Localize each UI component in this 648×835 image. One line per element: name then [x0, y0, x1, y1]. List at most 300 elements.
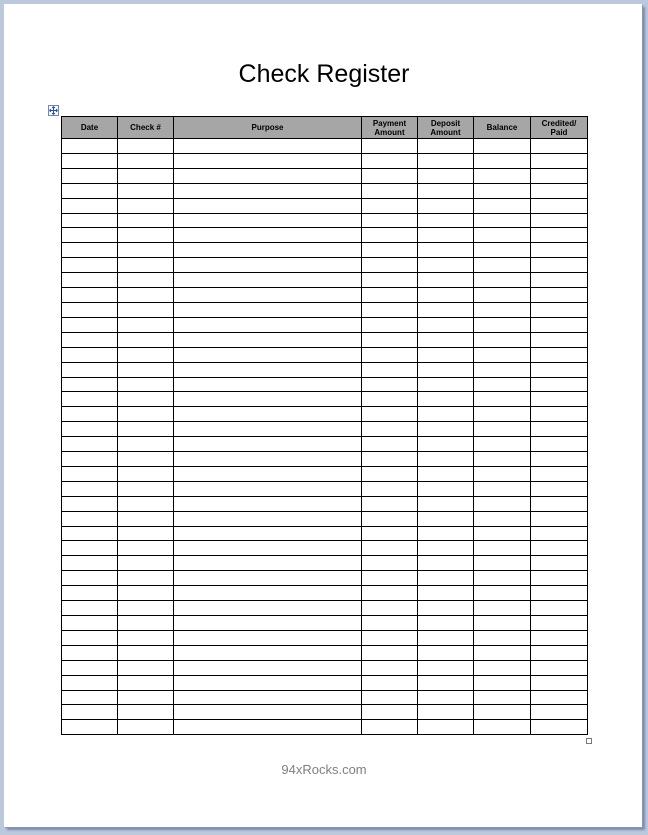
table-cell[interactable] [418, 630, 474, 645]
table-resize-handle-icon[interactable] [586, 738, 592, 744]
table-cell[interactable] [362, 153, 418, 168]
table-cell[interactable] [531, 288, 588, 303]
table-cell[interactable] [531, 228, 588, 243]
table-cell[interactable] [531, 302, 588, 317]
table-cell[interactable] [362, 466, 418, 481]
table-cell[interactable] [531, 273, 588, 288]
table-cell[interactable] [474, 198, 531, 213]
table-cell[interactable] [531, 213, 588, 228]
table-cell[interactable] [118, 362, 174, 377]
table-cell[interactable] [118, 720, 174, 735]
table-cell[interactable] [62, 243, 118, 258]
table-cell[interactable] [62, 690, 118, 705]
table-cell[interactable] [118, 139, 174, 154]
table-cell[interactable] [418, 377, 474, 392]
table-cell[interactable] [62, 332, 118, 347]
table-cell[interactable] [118, 630, 174, 645]
table-cell[interactable] [62, 168, 118, 183]
table-cell[interactable] [418, 526, 474, 541]
table-cell[interactable] [362, 422, 418, 437]
table-cell[interactable] [531, 452, 588, 467]
table-cell[interactable] [418, 198, 474, 213]
table-cell[interactable] [174, 452, 362, 467]
table-cell[interactable] [474, 213, 531, 228]
table-cell[interactable] [118, 511, 174, 526]
table-cell[interactable] [474, 437, 531, 452]
table-cell[interactable] [474, 258, 531, 273]
table-cell[interactable] [62, 288, 118, 303]
table-body [62, 139, 588, 735]
table-cell[interactable] [418, 452, 474, 467]
table-cell[interactable] [418, 407, 474, 422]
table-cell[interactable] [174, 601, 362, 616]
table-cell[interactable] [362, 213, 418, 228]
table-cell[interactable] [474, 273, 531, 288]
table-cell[interactable] [531, 139, 588, 154]
table-cell[interactable] [362, 437, 418, 452]
table-cell[interactable] [174, 660, 362, 675]
table-cell[interactable] [118, 645, 174, 660]
table-cell[interactable] [62, 720, 118, 735]
table-cell[interactable] [118, 481, 174, 496]
table-cell[interactable] [418, 675, 474, 690]
column-header-check-number: Check # [118, 117, 174, 139]
table-cell[interactable] [118, 198, 174, 213]
table-cell[interactable] [118, 213, 174, 228]
table-cell[interactable] [118, 690, 174, 705]
table-cell[interactable] [118, 332, 174, 347]
table-cell[interactable] [62, 139, 118, 154]
table-cell[interactable] [62, 317, 118, 332]
table-cell[interactable] [174, 228, 362, 243]
table-cell[interactable] [118, 437, 174, 452]
table-cell[interactable] [62, 675, 118, 690]
table-cell[interactable] [418, 332, 474, 347]
table-cell[interactable] [531, 511, 588, 526]
table-cell[interactable] [62, 645, 118, 660]
table-cell[interactable] [174, 616, 362, 631]
table-header-row [62, 117, 588, 139]
table-cell[interactable] [531, 630, 588, 645]
table-cell[interactable] [174, 392, 362, 407]
table-cell[interactable] [62, 362, 118, 377]
table-cell[interactable] [62, 347, 118, 362]
table-cell[interactable] [118, 302, 174, 317]
table-cell[interactable] [474, 288, 531, 303]
table-cell[interactable] [474, 675, 531, 690]
table-cell[interactable] [62, 377, 118, 392]
table-cell[interactable] [418, 690, 474, 705]
table-cell[interactable] [62, 601, 118, 616]
table-cell[interactable] [418, 168, 474, 183]
table-cell[interactable] [62, 481, 118, 496]
table-cell[interactable] [418, 511, 474, 526]
table-cell[interactable] [118, 228, 174, 243]
table-row [62, 571, 588, 586]
table-cell[interactable] [474, 317, 531, 332]
table-cell[interactable] [418, 556, 474, 571]
table-cell[interactable] [531, 705, 588, 720]
table-cell[interactable] [174, 243, 362, 258]
table-cell[interactable] [174, 362, 362, 377]
table-cell[interactable] [174, 675, 362, 690]
table-cell[interactable] [531, 690, 588, 705]
table-cell[interactable] [362, 407, 418, 422]
table-cell[interactable] [362, 601, 418, 616]
table-cell[interactable] [362, 705, 418, 720]
table-cell[interactable] [174, 153, 362, 168]
table-cell[interactable] [362, 660, 418, 675]
table-cell[interactable] [531, 556, 588, 571]
table-cell[interactable] [174, 258, 362, 273]
table-cell[interactable] [362, 302, 418, 317]
table-move-handle-icon[interactable] [48, 105, 59, 116]
table-cell[interactable] [418, 586, 474, 601]
table-cell[interactable] [474, 571, 531, 586]
table-cell[interactable] [174, 213, 362, 228]
table-row [62, 198, 588, 213]
table-cell[interactable] [362, 496, 418, 511]
table-cell[interactable] [474, 720, 531, 735]
table-cell[interactable] [418, 541, 474, 556]
table-cell[interactable] [474, 630, 531, 645]
table-cell[interactable] [418, 422, 474, 437]
table-cell[interactable] [62, 153, 118, 168]
table-cell[interactable] [531, 437, 588, 452]
table-cell[interactable] [62, 630, 118, 645]
check-register-table [61, 116, 588, 735]
table-cell[interactable] [418, 183, 474, 198]
table-cell[interactable] [118, 347, 174, 362]
table-cell[interactable] [174, 511, 362, 526]
table-cell[interactable] [174, 720, 362, 735]
table-cell[interactable] [62, 466, 118, 481]
table-cell[interactable] [362, 273, 418, 288]
table-cell[interactable] [174, 407, 362, 422]
table-cell[interactable] [362, 168, 418, 183]
table-cell[interactable] [474, 452, 531, 467]
table-row [62, 452, 588, 467]
table-cell[interactable] [362, 571, 418, 586]
table-cell[interactable] [474, 511, 531, 526]
table-cell[interactable] [362, 616, 418, 631]
table-cell[interactable] [62, 198, 118, 213]
table-cell[interactable] [418, 347, 474, 362]
table-cell[interactable] [362, 288, 418, 303]
table-cell[interactable] [362, 243, 418, 258]
table-cell[interactable] [474, 392, 531, 407]
table-cell[interactable] [118, 556, 174, 571]
table-cell[interactable] [118, 496, 174, 511]
table-cell[interactable] [174, 183, 362, 198]
table-row [62, 228, 588, 243]
table-cell[interactable] [362, 690, 418, 705]
table-cell[interactable] [118, 243, 174, 258]
table-cell[interactable] [118, 183, 174, 198]
table-cell[interactable] [174, 273, 362, 288]
table-cell[interactable] [418, 317, 474, 332]
table-cell[interactable] [62, 258, 118, 273]
table-cell[interactable] [362, 526, 418, 541]
table-cell[interactable] [362, 198, 418, 213]
table-cell[interactable] [62, 302, 118, 317]
table-cell[interactable] [418, 481, 474, 496]
table-cell[interactable] [474, 466, 531, 481]
table-cell[interactable] [531, 168, 588, 183]
table-cell[interactable] [531, 660, 588, 675]
table-cell[interactable] [531, 675, 588, 690]
table-cell[interactable] [474, 705, 531, 720]
table-cell[interactable] [174, 302, 362, 317]
table-cell[interactable] [118, 168, 174, 183]
table-cell[interactable] [474, 645, 531, 660]
table-cell[interactable] [118, 422, 174, 437]
table-cell[interactable] [474, 690, 531, 705]
table-cell[interactable] [62, 437, 118, 452]
table-cell[interactable] [474, 332, 531, 347]
table-cell[interactable] [174, 317, 362, 332]
table-cell[interactable] [474, 377, 531, 392]
table-cell[interactable] [174, 526, 362, 541]
table-cell[interactable] [62, 526, 118, 541]
table-cell[interactable] [474, 556, 531, 571]
table-cell[interactable] [362, 347, 418, 362]
table-cell[interactable] [174, 437, 362, 452]
table-cell[interactable] [174, 481, 362, 496]
table-cell[interactable] [474, 243, 531, 258]
table-cell[interactable] [474, 228, 531, 243]
table-cell[interactable] [174, 198, 362, 213]
table-cell[interactable] [531, 332, 588, 347]
table-cell[interactable] [174, 586, 362, 601]
table-cell[interactable] [362, 392, 418, 407]
table-cell[interactable] [118, 377, 174, 392]
table-cell[interactable] [118, 258, 174, 273]
table-cell[interactable] [362, 228, 418, 243]
table-cell[interactable] [418, 392, 474, 407]
table-cell[interactable] [362, 183, 418, 198]
table-cell[interactable] [531, 616, 588, 631]
table-cell[interactable] [174, 288, 362, 303]
table-cell[interactable] [531, 258, 588, 273]
table-cell[interactable] [62, 571, 118, 586]
table-cell[interactable] [474, 407, 531, 422]
table-cell[interactable] [362, 258, 418, 273]
column-header-credited-paid: Credited/ Paid [531, 117, 588, 139]
table-cell[interactable] [174, 466, 362, 481]
table-row [62, 139, 588, 154]
table-cell[interactable] [418, 601, 474, 616]
table-cell[interactable] [362, 630, 418, 645]
table-row [62, 258, 588, 273]
table-cell[interactable] [118, 541, 174, 556]
table-cell[interactable] [174, 645, 362, 660]
table-cell[interactable] [174, 347, 362, 362]
table-cell[interactable] [118, 586, 174, 601]
table-cell[interactable] [418, 720, 474, 735]
table-cell[interactable] [118, 153, 174, 168]
table-cell[interactable] [418, 437, 474, 452]
table-cell[interactable] [118, 705, 174, 720]
table-cell[interactable] [531, 645, 588, 660]
table-cell[interactable] [362, 332, 418, 347]
table-cell[interactable] [118, 392, 174, 407]
table-cell[interactable] [531, 347, 588, 362]
table-cell[interactable] [62, 228, 118, 243]
table-cell[interactable] [531, 586, 588, 601]
table-cell[interactable] [174, 541, 362, 556]
table-cell[interactable] [531, 571, 588, 586]
table-cell[interactable] [118, 466, 174, 481]
table-cell[interactable] [362, 720, 418, 735]
table-cell[interactable] [62, 496, 118, 511]
table-cell[interactable] [418, 273, 474, 288]
table-cell[interactable] [474, 526, 531, 541]
table-cell[interactable] [474, 481, 531, 496]
table-cell[interactable] [62, 452, 118, 467]
table-cell[interactable] [62, 183, 118, 198]
table-cell[interactable] [418, 153, 474, 168]
table-cell[interactable] [62, 541, 118, 556]
table-cell[interactable] [418, 288, 474, 303]
table-cell[interactable] [362, 586, 418, 601]
table-cell[interactable] [362, 452, 418, 467]
table-cell[interactable] [474, 153, 531, 168]
table-cell[interactable] [531, 317, 588, 332]
table-cell[interactable] [474, 616, 531, 631]
table-cell[interactable] [118, 407, 174, 422]
table-cell[interactable] [418, 258, 474, 273]
table-cell[interactable] [418, 616, 474, 631]
table-cell[interactable] [418, 496, 474, 511]
table-cell[interactable] [474, 362, 531, 377]
table-cell[interactable] [62, 422, 118, 437]
table-cell[interactable] [118, 571, 174, 586]
table-cell[interactable] [531, 720, 588, 735]
table-cell[interactable] [418, 660, 474, 675]
table-cell[interactable] [531, 392, 588, 407]
table-row [62, 332, 588, 347]
table-cell[interactable] [418, 705, 474, 720]
table-cell[interactable] [62, 392, 118, 407]
table-cell[interactable] [531, 407, 588, 422]
table-cell[interactable] [174, 168, 362, 183]
table-cell[interactable] [474, 601, 531, 616]
table-cell[interactable] [474, 183, 531, 198]
table-cell[interactable] [118, 660, 174, 675]
table-cell[interactable] [174, 377, 362, 392]
table-cell[interactable] [531, 466, 588, 481]
table-cell[interactable] [418, 362, 474, 377]
table-cell[interactable] [118, 601, 174, 616]
table-cell[interactable] [474, 541, 531, 556]
table-cell[interactable] [62, 273, 118, 288]
table-cell[interactable] [474, 660, 531, 675]
table-cell[interactable] [418, 645, 474, 660]
table-cell[interactable] [174, 630, 362, 645]
table-cell[interactable] [531, 183, 588, 198]
table-row [62, 630, 588, 645]
table-row [62, 273, 588, 288]
table-cell[interactable] [362, 139, 418, 154]
table-cell[interactable] [362, 362, 418, 377]
table-cell[interactable] [174, 332, 362, 347]
table-cell[interactable] [474, 422, 531, 437]
table-cell[interactable] [474, 302, 531, 317]
table-cell[interactable] [418, 302, 474, 317]
table-cell[interactable] [531, 153, 588, 168]
table-cell[interactable] [118, 675, 174, 690]
table-cell[interactable] [418, 139, 474, 154]
table-cell[interactable] [531, 526, 588, 541]
table-cell[interactable] [474, 496, 531, 511]
table-cell[interactable] [531, 601, 588, 616]
table-cell[interactable] [62, 407, 118, 422]
table-cell[interactable] [531, 481, 588, 496]
table-cell[interactable] [62, 616, 118, 631]
table-cell[interactable] [174, 556, 362, 571]
table-cell[interactable] [62, 586, 118, 601]
table-cell[interactable] [118, 288, 174, 303]
table-cell[interactable] [362, 481, 418, 496]
table-cell[interactable] [531, 198, 588, 213]
table-row [62, 422, 588, 437]
table-cell[interactable] [118, 273, 174, 288]
table-cell[interactable] [531, 422, 588, 437]
table-cell[interactable] [418, 466, 474, 481]
table-cell[interactable] [531, 243, 588, 258]
table-cell[interactable] [362, 645, 418, 660]
table-cell[interactable] [362, 556, 418, 571]
table-cell[interactable] [62, 213, 118, 228]
table-cell[interactable] [62, 660, 118, 675]
table-cell[interactable] [174, 139, 362, 154]
table-cell[interactable] [362, 511, 418, 526]
table-cell[interactable] [362, 541, 418, 556]
table-cell[interactable] [62, 511, 118, 526]
table-cell[interactable] [362, 317, 418, 332]
page-footer: 94xRocks.com [281, 762, 367, 777]
table-cell[interactable] [62, 705, 118, 720]
table-cell[interactable] [174, 690, 362, 705]
table-cell[interactable] [174, 496, 362, 511]
table-row [62, 541, 588, 556]
table-cell[interactable] [118, 317, 174, 332]
table-cell[interactable] [118, 452, 174, 467]
table-cell[interactable] [174, 705, 362, 720]
table-cell[interactable] [474, 139, 531, 154]
table-cell[interactable] [531, 496, 588, 511]
table-cell[interactable] [418, 571, 474, 586]
table-cell[interactable] [174, 571, 362, 586]
table-cell[interactable] [418, 213, 474, 228]
table-cell[interactable] [474, 168, 531, 183]
table-cell[interactable] [531, 362, 588, 377]
table-cell[interactable] [118, 526, 174, 541]
table-cell[interactable] [474, 586, 531, 601]
table-cell[interactable] [531, 541, 588, 556]
table-cell[interactable] [174, 422, 362, 437]
table-row [62, 586, 588, 601]
table-cell[interactable] [474, 347, 531, 362]
table-cell[interactable] [362, 675, 418, 690]
table-cell[interactable] [362, 377, 418, 392]
table-cell[interactable] [62, 556, 118, 571]
table-cell[interactable] [531, 377, 588, 392]
table-cell[interactable] [118, 616, 174, 631]
table-cell[interactable] [418, 228, 474, 243]
table-cell[interactable] [418, 243, 474, 258]
